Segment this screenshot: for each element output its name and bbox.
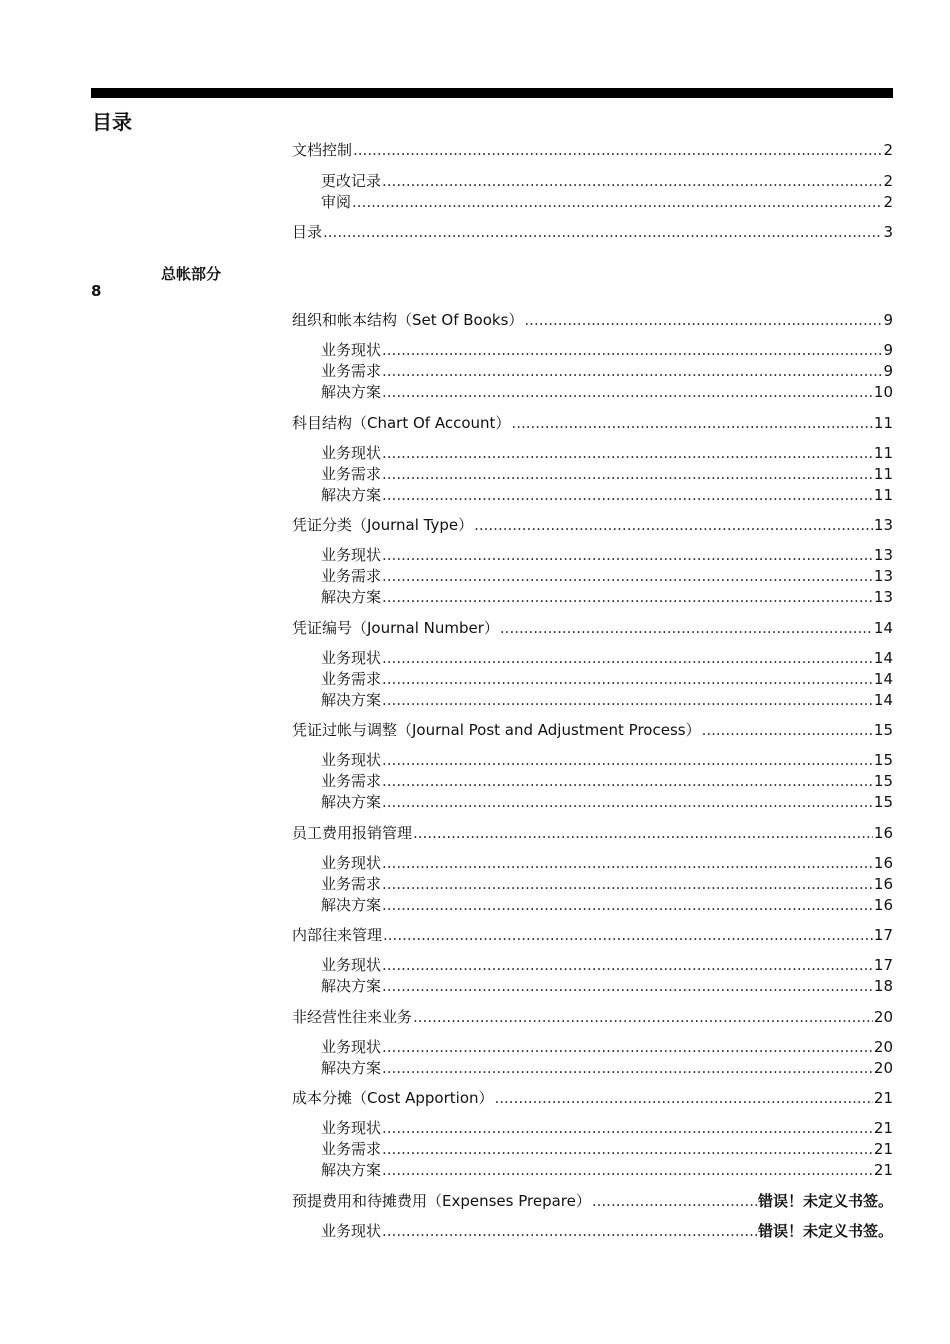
toc-entry[interactable]	[321, 443, 893, 463]
dot-leader	[511, 413, 872, 433]
dot-leader	[352, 192, 882, 212]
toc-entry-label: 业务现状	[321, 1038, 382, 1056]
toc-entry-label: 业务现状	[321, 649, 382, 667]
dot-leader	[524, 310, 882, 330]
toc-entry-page: 15	[873, 793, 893, 811]
toc-entry-label: 解决方案	[321, 896, 382, 914]
toc-entry-page: 14	[873, 691, 893, 709]
dot-leader	[382, 587, 873, 607]
toc-entry-label: 业务现状	[321, 341, 382, 359]
toc-entry-page: 16	[873, 875, 893, 893]
toc-entry-label: 业务现状	[321, 751, 382, 769]
toc-entry-page: 20	[873, 1008, 893, 1026]
dot-leader	[382, 874, 873, 894]
toc-entry-label: 解决方案	[321, 588, 382, 606]
toc-entry-label: 解决方案	[321, 1059, 382, 1077]
toc-entry-page: 16	[873, 824, 893, 842]
dot-leader	[382, 1139, 873, 1159]
toc-entry-page: 错误！未定义书签。	[757, 1222, 893, 1240]
dot-leader	[382, 545, 873, 565]
toc-entry[interactable]	[321, 1160, 893, 1180]
dot-leader	[382, 340, 882, 360]
toc-entry[interactable]	[321, 750, 893, 770]
toc-entry[interactable]	[321, 955, 893, 975]
toc-entry[interactable]	[292, 1191, 893, 1211]
toc-entry[interactable]	[321, 1118, 893, 1138]
part-title: 总帐部分	[161, 265, 222, 283]
toc-entry[interactable]	[321, 669, 893, 689]
dot-leader	[382, 382, 873, 402]
toc-entry[interactable]	[321, 1139, 893, 1159]
toc-entry-page: 16	[873, 854, 893, 872]
toc-entry-page: 13	[873, 588, 893, 606]
toc-entry-label: 凭证分类（Journal Type）	[292, 516, 474, 534]
dot-leader	[382, 895, 873, 915]
toc-entry-page: 15	[873, 721, 893, 739]
toc-entry-label: 解决方案	[321, 691, 382, 709]
toc-title: 目录	[92, 110, 132, 134]
toc-entry-label: 业务现状	[321, 546, 382, 564]
toc-entry-page: 2	[883, 172, 893, 190]
toc-entry-page: 20	[873, 1059, 893, 1077]
toc-entry-page: 18	[873, 977, 893, 995]
toc-entry[interactable]	[321, 485, 893, 505]
dot-leader	[495, 1088, 873, 1108]
toc-entry-label: 解决方案	[321, 1161, 382, 1179]
toc-entry-label: 员工费用报销管理	[292, 824, 413, 842]
dot-leader	[382, 485, 873, 505]
dot-leader	[382, 443, 873, 463]
dot-leader	[382, 976, 873, 996]
toc-entry-page: 14	[873, 649, 893, 667]
toc-entry-page: 9	[883, 341, 893, 359]
toc-entry-page: 21	[873, 1089, 893, 1107]
part-page-number: 8	[91, 282, 102, 300]
toc-entry[interactable]	[321, 648, 893, 668]
toc-entry-label: 成本分摊（Cost Apportion）	[292, 1089, 494, 1107]
toc-entry-label: 文档控制	[292, 141, 353, 159]
toc-entry-page: 17	[873, 926, 893, 944]
toc-entry[interactable]	[321, 792, 893, 812]
toc-entry-label: 业务需求	[321, 772, 382, 790]
dot-leader	[382, 1058, 873, 1078]
toc-entry-label: 非经营性往来业务	[292, 1008, 413, 1026]
dot-leader	[382, 792, 873, 812]
toc-entry-label: 业务需求	[321, 567, 382, 585]
toc-entry[interactable]	[321, 895, 893, 915]
toc-entry-page: 9	[883, 362, 893, 380]
toc-entry[interactable]	[321, 690, 893, 710]
dot-leader	[382, 750, 873, 770]
dot-leader	[413, 823, 873, 843]
toc-entry[interactable]	[292, 515, 893, 535]
toc-entry-label: 凭证编号（Journal Number）	[292, 619, 499, 637]
toc-entry-page: 11	[873, 465, 893, 483]
toc-entry-page: 21	[873, 1119, 893, 1137]
toc-entry-page: 15	[873, 772, 893, 790]
toc-entry-label: 业务现状	[321, 444, 382, 462]
dot-leader	[382, 955, 873, 975]
toc-entry[interactable]	[321, 771, 893, 791]
dot-leader	[382, 690, 873, 710]
toc-entry[interactable]	[321, 171, 893, 191]
toc-entry-label: 业务需求	[321, 362, 382, 380]
toc-entry-page: 17	[873, 956, 893, 974]
toc-entry[interactable]	[292, 823, 893, 843]
dot-leader	[382, 1118, 873, 1138]
toc-entry[interactable]	[292, 310, 893, 330]
toc-entry[interactable]	[321, 464, 893, 484]
dot-leader	[323, 222, 882, 242]
toc-entry-label: 更改记录	[321, 172, 382, 190]
dot-leader	[382, 771, 873, 791]
dot-leader	[382, 853, 873, 873]
toc-entry-label: 解决方案	[321, 793, 382, 811]
toc-entry-label: 解决方案	[321, 486, 382, 504]
dot-leader	[383, 925, 873, 945]
toc-entry-page: 2	[883, 193, 893, 211]
toc-entry-page: 11	[873, 444, 893, 462]
toc-entry-label: 业务现状	[321, 1119, 382, 1137]
toc-entry-page: 13	[873, 567, 893, 585]
dot-leader	[382, 464, 873, 484]
dot-leader	[702, 720, 873, 740]
dot-leader	[382, 566, 873, 586]
toc-entry-page: 15	[873, 751, 893, 769]
toc-entry[interactable]	[321, 545, 893, 565]
dot-leader	[382, 648, 873, 668]
header-rule	[91, 88, 893, 98]
toc-entry-page: 错误！未定义书签。	[757, 1192, 893, 1210]
toc-entry-label: 目录	[292, 223, 323, 241]
toc-entry-page: 14	[873, 619, 893, 637]
toc-entry-page: 20	[873, 1038, 893, 1056]
dot-leader	[382, 669, 873, 689]
toc-entry[interactable]	[292, 222, 893, 242]
dot-leader	[353, 140, 882, 160]
dot-leader	[382, 171, 882, 191]
dot-leader	[382, 361, 882, 381]
toc-entry-page: 13	[873, 516, 893, 534]
toc-entry-label: 解决方案	[321, 383, 382, 401]
dot-leader	[500, 618, 873, 638]
toc-entry[interactable]	[321, 192, 893, 212]
toc-entry[interactable]	[321, 1058, 893, 1078]
dot-leader	[474, 515, 873, 535]
toc-entry-label: 凭证过帐与调整（Journal Post and Adjustment Process）	[292, 721, 701, 739]
toc-entry-label: 业务需求	[321, 875, 382, 893]
toc-entry[interactable]	[321, 361, 893, 381]
toc-entry[interactable]	[321, 587, 893, 607]
toc-entry[interactable]	[321, 1221, 893, 1241]
dot-leader	[592, 1191, 757, 1211]
toc-entry-page: 10	[873, 383, 893, 401]
toc-entry-label: 业务现状	[321, 956, 382, 974]
toc-entry-page: 13	[873, 546, 893, 564]
toc-entry-page: 11	[873, 414, 893, 432]
dot-leader	[382, 1037, 873, 1057]
toc-entry[interactable]	[292, 720, 893, 740]
dot-leader	[382, 1160, 873, 1180]
toc-entry-label: 业务需求	[321, 465, 382, 483]
toc-entry[interactable]	[292, 1007, 893, 1027]
toc-entry[interactable]	[321, 566, 893, 586]
toc-entry-label: 审阅	[321, 193, 352, 211]
toc-entry[interactable]	[321, 976, 893, 996]
toc-entry-label: 业务需求	[321, 1140, 382, 1158]
toc-entry-label: 科目结构（Chart Of Account）	[292, 414, 511, 432]
toc-entry-page: 3	[883, 223, 893, 241]
toc-entry-label: 预提费用和待摊费用（Expenses Prepare）	[292, 1192, 591, 1210]
toc-entry[interactable]	[292, 925, 893, 945]
toc-entry-label: 业务现状	[321, 1222, 382, 1240]
toc-entry[interactable]	[292, 618, 893, 638]
toc-entry[interactable]	[292, 1088, 893, 1108]
toc-entry-label: 组织和帐本结构（Set Of Books）	[292, 311, 524, 329]
toc-entry[interactable]	[292, 140, 893, 160]
toc-entry-page: 14	[873, 670, 893, 688]
toc-entry[interactable]	[321, 874, 893, 894]
toc-entry-page: 21	[873, 1140, 893, 1158]
toc-entry[interactable]	[321, 382, 893, 402]
toc-entry[interactable]	[321, 853, 893, 873]
toc-entry-label: 业务需求	[321, 670, 382, 688]
toc-entry-page: 2	[883, 141, 893, 159]
toc-entry[interactable]	[321, 340, 893, 360]
toc-entry-label: 业务现状	[321, 854, 382, 872]
toc-entry-page: 16	[873, 896, 893, 914]
toc-entry-page: 11	[873, 486, 893, 504]
toc-entry-page: 9	[883, 311, 893, 329]
toc-entry-label: 内部往来管理	[292, 926, 383, 944]
dot-leader	[413, 1007, 873, 1027]
toc-entry-page: 21	[873, 1161, 893, 1179]
toc-entry[interactable]	[321, 1037, 893, 1057]
toc-entry-label: 解决方案	[321, 977, 382, 995]
dot-leader	[382, 1221, 757, 1241]
toc-entry[interactable]	[292, 413, 893, 433]
